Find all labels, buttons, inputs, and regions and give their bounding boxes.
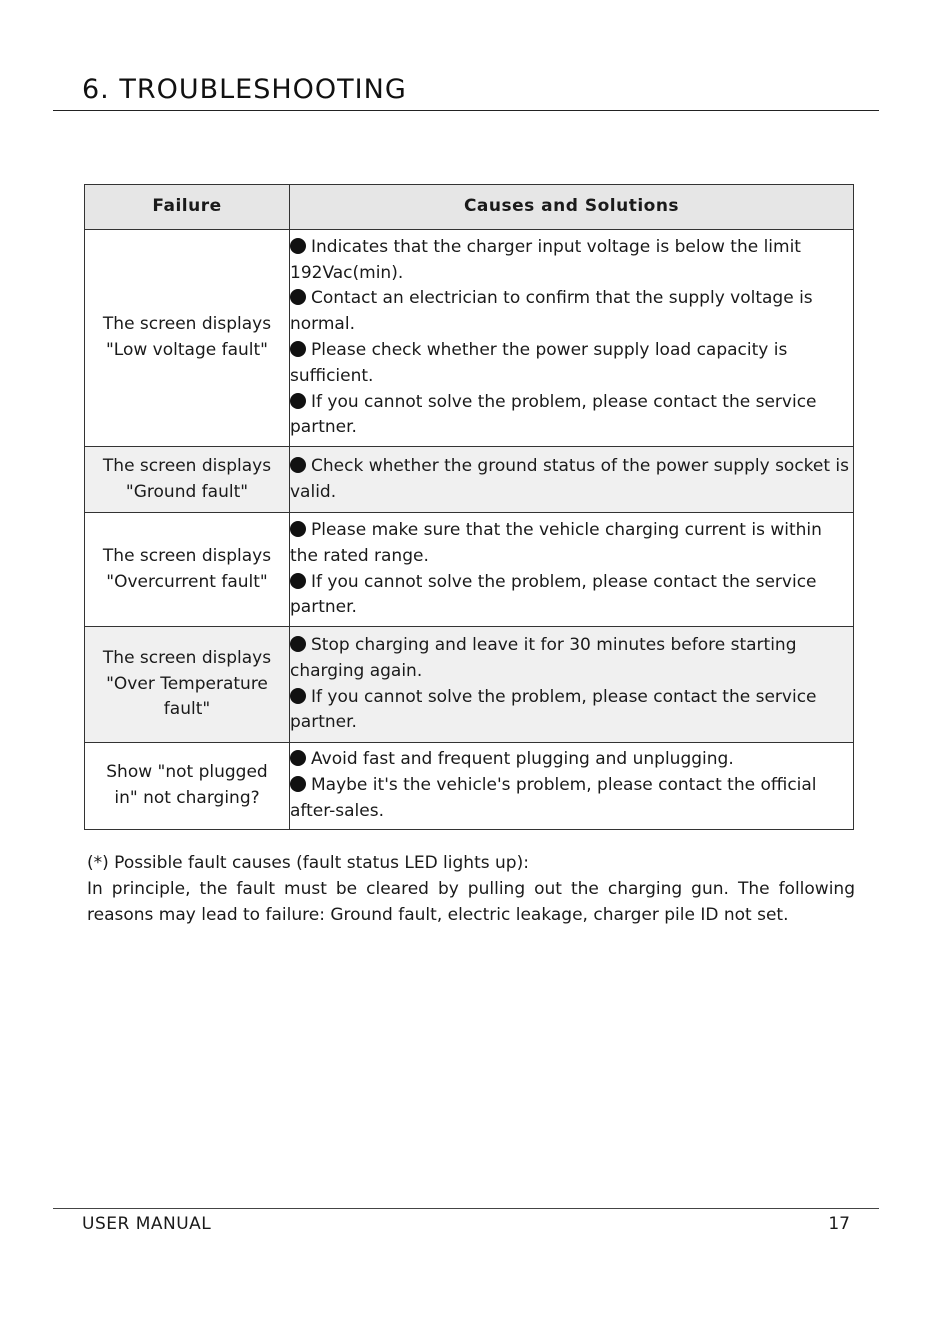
footer-divider: [53, 1208, 879, 1209]
solution-item: [290, 773, 853, 825]
solution-text: Check whether the ground status of the power supply socket is valid.: [290, 455, 850, 502]
solution-cell: [290, 513, 854, 627]
note-heading: (*) Possible fault causes (fault status LED lights up):: [87, 853, 529, 873]
table-header-row: [85, 185, 854, 230]
bullet-icon: [290, 238, 306, 254]
solution-item: [290, 518, 853, 570]
solution-text: Maybe it's the vehicle's problem, please contact the official after-sales.: [290, 775, 817, 821]
table-row: [85, 447, 854, 513]
header-causes-solutions: Causes and Solutions: [290, 185, 854, 230]
failure-cell: [85, 230, 290, 447]
bullet-icon: [290, 750, 306, 766]
bullet-icon: [290, 289, 306, 305]
table-row: [85, 743, 854, 830]
failure-cell: [85, 447, 290, 513]
bullet-icon: [290, 341, 306, 357]
bullet-icon: [290, 688, 306, 704]
failure-text: "Overcurrent fault": [106, 571, 268, 592]
failure-text: The screen displays: [102, 545, 272, 566]
solution-cell: [290, 743, 854, 830]
page-number: 17: [828, 1214, 850, 1234]
solution-text: Please make sure that the vehicle charging current is within the rated range.: [290, 519, 822, 566]
bullet-icon: [290, 393, 306, 409]
fault-note: [87, 850, 855, 928]
solution-text: Avoid fast and frequent plugging and unplugging.: [311, 749, 734, 770]
solution-item: [290, 633, 853, 685]
bullet-icon: [290, 521, 306, 537]
failure-text: fault": [163, 699, 211, 720]
solution-item: [290, 286, 853, 338]
bullet-icon: [290, 457, 306, 473]
solution-text: Stop charging and leave it for 30 minutes before starting charging again.: [290, 634, 797, 681]
solution-text: Contact an electrician to confirm that the supply voltage is normal.: [290, 288, 813, 335]
solution-item: [290, 338, 853, 390]
failure-text: in" not charging?: [114, 788, 260, 808]
solution-item: [290, 390, 853, 442]
bullet-icon: [290, 776, 306, 792]
solution-text: If you cannot solve the problem, please contact the service partner.: [290, 571, 817, 618]
failure-text: "Over Temperature: [106, 673, 268, 694]
solution-text: If you cannot solve the problem, please contact the service partner.: [290, 391, 817, 438]
solution-cell: [290, 627, 854, 743]
solution-item: [290, 747, 853, 773]
failure-text: "Low voltage fault": [105, 340, 268, 360]
table-row: [85, 230, 854, 447]
footer-label: USER MANUAL: [82, 1214, 212, 1234]
solution-item: [290, 235, 853, 287]
solution-item: [290, 454, 853, 506]
solution-item: [290, 685, 853, 737]
note-body: In principle, the fault must be cleared by pulling out the charging gun. The following reasons may lead to failure: Ground fault, electric leakage, charger pile ID not set.: [87, 879, 855, 925]
solution-cell: [290, 230, 854, 447]
table-row: [85, 627, 854, 743]
bullet-icon: [290, 573, 306, 589]
failure-text: The screen displays: [102, 314, 272, 335]
bullet-icon: [290, 636, 306, 652]
failure-text: Show "not plugged: [106, 762, 268, 783]
solution-text: Please check whether the power supply load capacity is sufficient.: [290, 340, 788, 386]
troubleshooting-table: [84, 184, 854, 830]
table-row: [85, 513, 854, 627]
failure-cell: [85, 627, 290, 743]
page-title: 6. TROUBLESHOOTING: [82, 74, 407, 105]
failure-cell: [85, 743, 290, 830]
failure-text: The screen displays: [102, 455, 272, 476]
failure-text: "Ground fault": [125, 481, 249, 502]
header-failure: Failure: [85, 185, 290, 230]
title-divider: [53, 110, 879, 111]
failure-cell: [85, 513, 290, 627]
solution-text: If you cannot solve the problem, please contact the service partner.: [290, 686, 817, 733]
solution-text: Indicates that the charger input voltage is below the limit 192Vac(min).: [290, 236, 801, 283]
solution-item: [290, 570, 853, 622]
failure-text: The screen displays: [102, 647, 272, 668]
solution-cell: [290, 447, 854, 513]
